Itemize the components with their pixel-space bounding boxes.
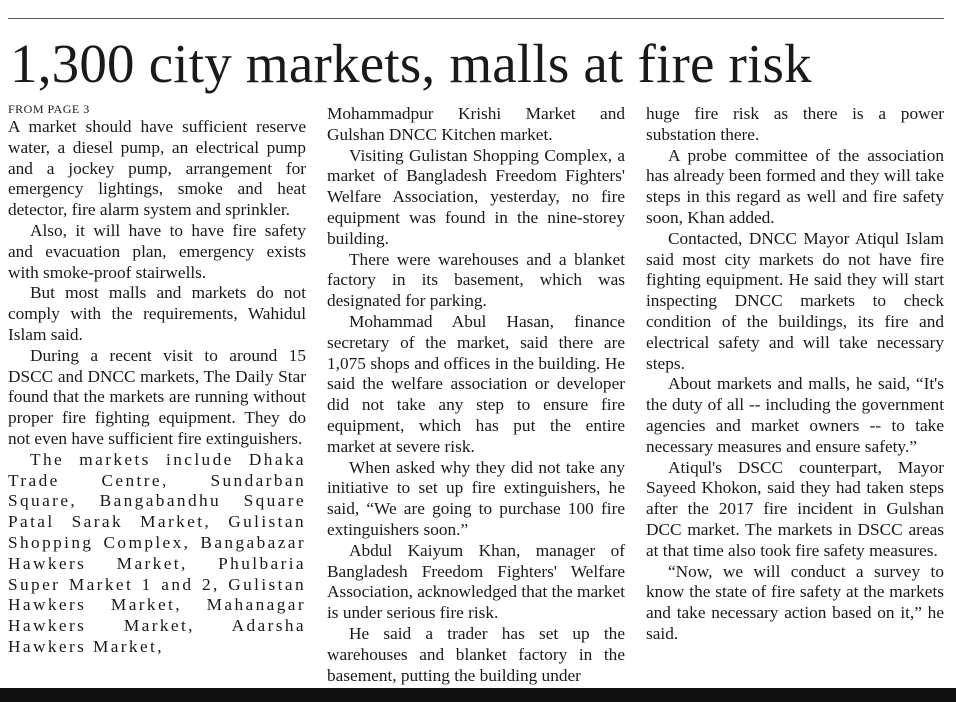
paragraph: He said a trader has set up the warehouses and blanket factory in the basement, putting the building under bbox=[327, 623, 625, 685]
paragraph: Also, it will have to have fire safety and evacuation plan, emergency exists with smoke-proof stairwells. bbox=[8, 220, 306, 282]
jump-line: FROM PAGE 3 bbox=[8, 102, 90, 116]
top-rule bbox=[8, 18, 944, 19]
paragraph: Atiqul's DSCC counterpart, Mayor Sayeed Khokon, said they had taken steps after the 2017 fire incident in Gulshan DCC market. The markets in DSCC areas at that time also took fire safety measures. bbox=[646, 457, 944, 560]
column-3 bbox=[646, 104, 944, 645]
paragraph: Mohammad Abul Hasan, finance secretary of the market, said there are 1,075 shops and offices in the building. He said the welfare association or developer did not take any step to ensure fire equipment, which has put the entire market at severe risk. bbox=[327, 311, 625, 456]
paragraph: When asked why they did not take any initiative to set up fire extinguishers, he said, “We are going to purchase 100 fire extinguishers soon.” bbox=[327, 457, 625, 539]
paragraph: About markets and malls, he said, “It's the duty of all -- including the government agencies and market owners -- to take necessary measures and ensure safety.” bbox=[646, 374, 944, 456]
headline: 1,300 city markets, malls at fire risk bbox=[10, 33, 812, 94]
paragraph: Visiting Gulistan Shopping Complex, a market of Bangladesh Freedom Fighters' Welfare Association, yesterday, no fire equipment was found in the nine-storey building. bbox=[327, 145, 625, 248]
paragraph: The markets include Dhaka Trade Centre, Sundarban Square, Bangabandhu Square Patal Sarak Market, Gulistan Shopping Complex, Bangabazar Hawkers Market, Phulbaria Super Market 1 and 2, Gulistan Hawkers Market, Mahanagar Hawkers Market, Adarsha Hawkers Market, bbox=[8, 449, 306, 656]
paragraph: Abdul Kaiyum Khan, manager of Bangladesh Freedom Fighters' Welfare Association, acknowledged that the market is under serious fire risk. bbox=[327, 540, 626, 623]
paragraph: A probe committee of the association has already been formed and they will take steps in this regard as well and fire safety soon, Khan added. bbox=[646, 145, 944, 227]
bottom-bar bbox=[0, 688, 956, 702]
column-1 bbox=[8, 102, 306, 658]
paragraph: A market should have sufficient reserve water, a diesel pump, an electrical pump and a jockey pump, arrangement for emergency lightings, smoke and heat detector, fire alarm system and sprinkler. bbox=[8, 117, 306, 220]
paragraph: “Now, we will conduct a survey to know the state of fire safety at the markets and take necessary action based on it,” he said. bbox=[646, 561, 944, 643]
paragraph: But most malls and markets do not comply with the requirements, Wahidul Islam said. bbox=[8, 283, 306, 344]
column-2 bbox=[327, 104, 625, 686]
paragraph: huge fire risk as there is a power substation there. bbox=[646, 104, 944, 144]
paragraph: During a recent visit to around 15 DSCC and DNCC markets, The Daily Star found that the markets are running without proper fire fighting equipment. They do not even have sufficient fire extinguishers. bbox=[8, 345, 306, 448]
paragraph: Contacted, DNCC Mayor Atiqul Islam said most city markets do not have fire fighting equipment. He said they will start inspecting DNCC markets to check condition of the buildings, its fire and electrical safety and will take necessary steps. bbox=[646, 228, 944, 373]
paragraph: There were warehouses and a blanket factory in its basement, which was designated for parking. bbox=[327, 249, 625, 311]
paragraph: Mohammadpur Krishi Market and Gulshan DNCC Kitchen market. bbox=[327, 104, 625, 144]
